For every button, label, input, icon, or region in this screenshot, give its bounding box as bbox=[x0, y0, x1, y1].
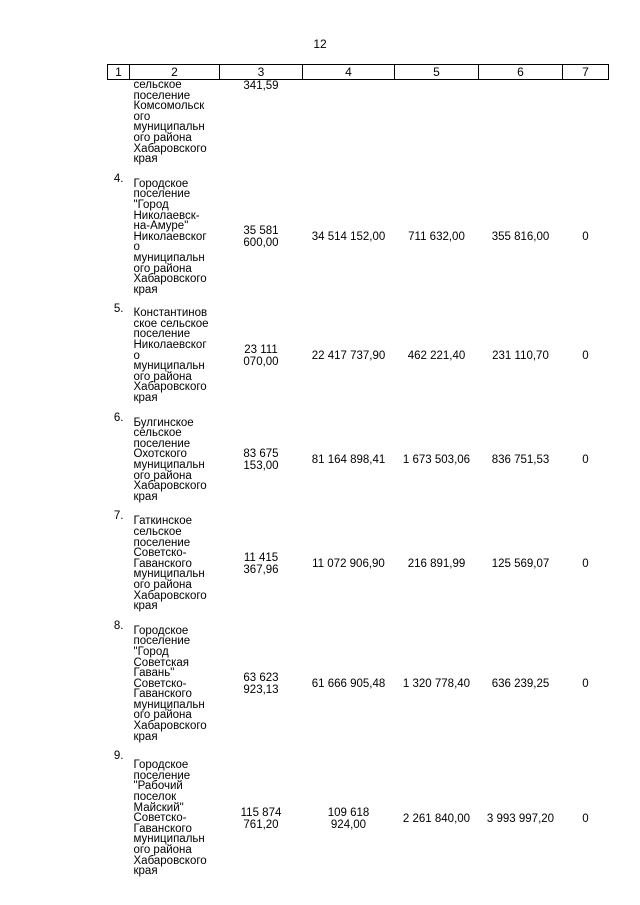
col6-value-cell: 836 751,53 bbox=[491, 454, 550, 466]
table-row bbox=[108, 410, 609, 509]
name-line: Хабаровского bbox=[133, 142, 207, 155]
row-number-cell: 5. bbox=[113, 303, 124, 316]
name-line: Охотского bbox=[133, 448, 187, 461]
name-line: Городское bbox=[133, 177, 189, 190]
name-line: поселок bbox=[133, 791, 177, 804]
col6-value-cell bbox=[479, 80, 563, 171]
col5-value-cell: 1 320 778,40 bbox=[402, 677, 471, 690]
name-line: поселение bbox=[133, 188, 191, 201]
column-header: 1 bbox=[108, 65, 130, 80]
value-line: 367,96 bbox=[243, 564, 279, 577]
col3-value-cell bbox=[220, 508, 303, 617]
col6-value-cell: 355 816,00 bbox=[491, 231, 550, 244]
name-line: Хабаровского bbox=[133, 480, 207, 493]
name-line: "Город bbox=[133, 198, 169, 211]
name-line: ого района bbox=[133, 469, 192, 482]
name-line: края bbox=[133, 490, 158, 503]
name-line: о bbox=[133, 349, 140, 362]
col4-value-cell: 34 514 152,00 bbox=[311, 231, 386, 244]
name-line: ого района bbox=[133, 131, 192, 144]
col6-value-cell: 125 569,07 bbox=[491, 558, 550, 571]
col3-value-cell bbox=[220, 618, 303, 749]
name-line: "Рабочий bbox=[133, 780, 183, 793]
name-line: Хабаровского bbox=[133, 381, 207, 394]
row-number-cell bbox=[108, 80, 130, 171]
row-number-cell: 8. bbox=[113, 619, 124, 632]
page-number: 12 bbox=[313, 37, 327, 51]
col6-value-cell: 636 239,25 bbox=[491, 677, 550, 690]
col4-value-cell: 11 072 906,90 bbox=[312, 558, 385, 571]
col7-value-cell: 0 bbox=[582, 677, 589, 690]
col3-value-cell bbox=[220, 410, 303, 509]
col3-value-cell bbox=[220, 80, 303, 171]
name-line: Булгинское bbox=[133, 416, 194, 429]
name-line: Городское bbox=[133, 759, 189, 772]
col7-value-cell: 0 bbox=[582, 812, 589, 825]
col5-value-cell: 462 221,40 bbox=[407, 349, 466, 362]
name-line: края bbox=[133, 600, 158, 613]
value-line: 924,00 bbox=[330, 818, 367, 831]
settlement-name-cell bbox=[130, 80, 220, 171]
col7-value-cell: 0 bbox=[582, 349, 589, 362]
name-line: о bbox=[133, 241, 140, 254]
name-line: края bbox=[133, 865, 158, 878]
budget-table bbox=[107, 64, 609, 877]
col3-value-cell bbox=[220, 301, 303, 409]
column-header: 6 bbox=[479, 65, 563, 80]
name-line: поселение bbox=[133, 328, 191, 341]
name-line: Николаевског bbox=[133, 230, 207, 243]
col3-value-cell bbox=[220, 748, 303, 877]
value-line: 153,00 bbox=[243, 460, 279, 472]
column-header: 2 bbox=[130, 65, 220, 80]
row-number-cell: 4. bbox=[113, 172, 124, 185]
value-line: 070,00 bbox=[243, 355, 279, 368]
name-line: "Город bbox=[133, 645, 169, 658]
name-line: Гаванского bbox=[133, 688, 192, 701]
value-line: 109 618 bbox=[327, 806, 370, 819]
table-body bbox=[108, 80, 609, 877]
name-line: Советско- bbox=[133, 812, 187, 825]
column-header: 5 bbox=[395, 65, 479, 80]
name-line: Гаванского bbox=[133, 822, 192, 835]
column-number-row bbox=[108, 65, 609, 80]
column-header: 4 bbox=[303, 65, 395, 80]
settlement-name-cell bbox=[130, 171, 220, 302]
value-line: 600,00 bbox=[243, 237, 279, 250]
value-line: 923,13 bbox=[243, 683, 279, 696]
col5-value-cell: 2 261 840,00 bbox=[402, 812, 471, 825]
name-line: муниципальн bbox=[133, 833, 205, 846]
name-line: Гаванского bbox=[133, 557, 192, 570]
name-line: ого района bbox=[133, 844, 192, 856]
row-number-cell: 9. bbox=[113, 750, 124, 763]
value-line: 23 111 bbox=[244, 343, 278, 356]
name-line: Константинов bbox=[133, 307, 208, 320]
col7-value-cell: 0 bbox=[582, 558, 589, 571]
col5-value-cell: 1 673 503,06 bbox=[402, 454, 471, 466]
name-line: сельское bbox=[133, 427, 182, 440]
value-line: 11 415 bbox=[243, 552, 279, 565]
col6-value-cell: 3 993 997,20 bbox=[486, 812, 555, 825]
name-line: края bbox=[133, 392, 158, 405]
value-line: 35 581 bbox=[243, 225, 279, 238]
name-line: поселение bbox=[133, 635, 191, 648]
col6-value-cell: 231 110,70 bbox=[492, 349, 549, 362]
value-line: 115 874 bbox=[240, 806, 282, 819]
name-line: Городское bbox=[133, 624, 189, 637]
name-line: края bbox=[133, 730, 158, 743]
col5-value-cell bbox=[395, 80, 479, 171]
col4-value-cell bbox=[303, 748, 395, 877]
value-line: 63 623 bbox=[243, 671, 279, 684]
name-line: ого района bbox=[133, 578, 192, 591]
name-line: на-Амуре" bbox=[133, 220, 189, 233]
name-line: Майский" bbox=[133, 801, 184, 814]
col4-value-cell: 61 666 905,48 bbox=[311, 677, 386, 690]
name-line: муниципальн bbox=[133, 121, 205, 134]
name-line: муниципальн bbox=[133, 459, 205, 471]
name-line: сельское bbox=[133, 79, 182, 91]
row-number-cell: 7. bbox=[113, 510, 124, 523]
col7-value-cell bbox=[563, 80, 609, 171]
value-line: 83 675 bbox=[243, 448, 279, 460]
name-line: Комсомольск bbox=[133, 100, 205, 113]
name-line: муниципальн bbox=[133, 698, 205, 711]
settlement-name-cell bbox=[130, 618, 220, 749]
name-line: поселение bbox=[133, 769, 191, 782]
col4-value-cell: 81 164 898,41 bbox=[311, 454, 386, 466]
name-line: Советско- bbox=[133, 677, 187, 690]
name-line: края bbox=[133, 283, 158, 296]
table-row bbox=[108, 508, 609, 617]
name-line: ское сельское bbox=[133, 317, 209, 330]
name-line: Хабаровского bbox=[133, 854, 207, 867]
col5-value-cell: 711 632,00 bbox=[408, 231, 465, 244]
col7-value-cell: 0 bbox=[582, 454, 589, 466]
name-line: ого района bbox=[133, 709, 192, 722]
settlement-name-cell bbox=[130, 410, 220, 509]
name-line: края bbox=[133, 153, 158, 166]
name-line: Советская bbox=[133, 656, 189, 669]
name-line: муниципальн bbox=[133, 251, 205, 264]
col4-value-cell bbox=[303, 80, 395, 171]
name-line: ого района bbox=[133, 262, 192, 275]
col3-value-cell bbox=[220, 171, 303, 302]
name-line: муниципальн bbox=[133, 568, 205, 581]
row-number-cell: 6. bbox=[113, 411, 124, 424]
name-line: Хабаровского bbox=[133, 589, 207, 602]
value-line: 341,59 bbox=[243, 80, 279, 92]
col5-value-cell: 216 891,99 bbox=[407, 558, 466, 571]
settlement-name-cell bbox=[130, 301, 220, 409]
name-line: Советско- bbox=[133, 547, 187, 560]
name-line: Гаткинское bbox=[133, 515, 192, 528]
name-line: Хабаровского bbox=[133, 273, 207, 286]
value-line: 761,20 bbox=[243, 818, 279, 831]
name-line: Гавань" bbox=[133, 667, 175, 680]
col4-value-cell: 22 417 737,90 bbox=[311, 349, 386, 362]
settlement-name-cell bbox=[130, 508, 220, 617]
name-line: ого района bbox=[133, 370, 192, 383]
col7-value-cell: 0 bbox=[582, 231, 589, 244]
table-row bbox=[108, 80, 609, 171]
name-line: Хабаровского bbox=[133, 720, 207, 733]
name-line: Николаевског bbox=[133, 339, 207, 352]
column-header: 7 bbox=[563, 65, 609, 80]
name-line: Николаевск- bbox=[133, 209, 200, 222]
table-row bbox=[108, 748, 609, 877]
name-line: поселение bbox=[133, 437, 191, 450]
column-header: 3 bbox=[220, 65, 303, 80]
name-line: поселение bbox=[133, 89, 191, 102]
settlement-name-cell bbox=[130, 748, 220, 877]
table-row bbox=[108, 171, 609, 302]
name-line: сельское bbox=[133, 525, 182, 538]
name-line: ого bbox=[133, 110, 151, 123]
table-row bbox=[108, 301, 609, 409]
table-row bbox=[108, 618, 609, 749]
name-line: муниципальн bbox=[133, 360, 205, 373]
name-line: поселение bbox=[133, 536, 191, 549]
